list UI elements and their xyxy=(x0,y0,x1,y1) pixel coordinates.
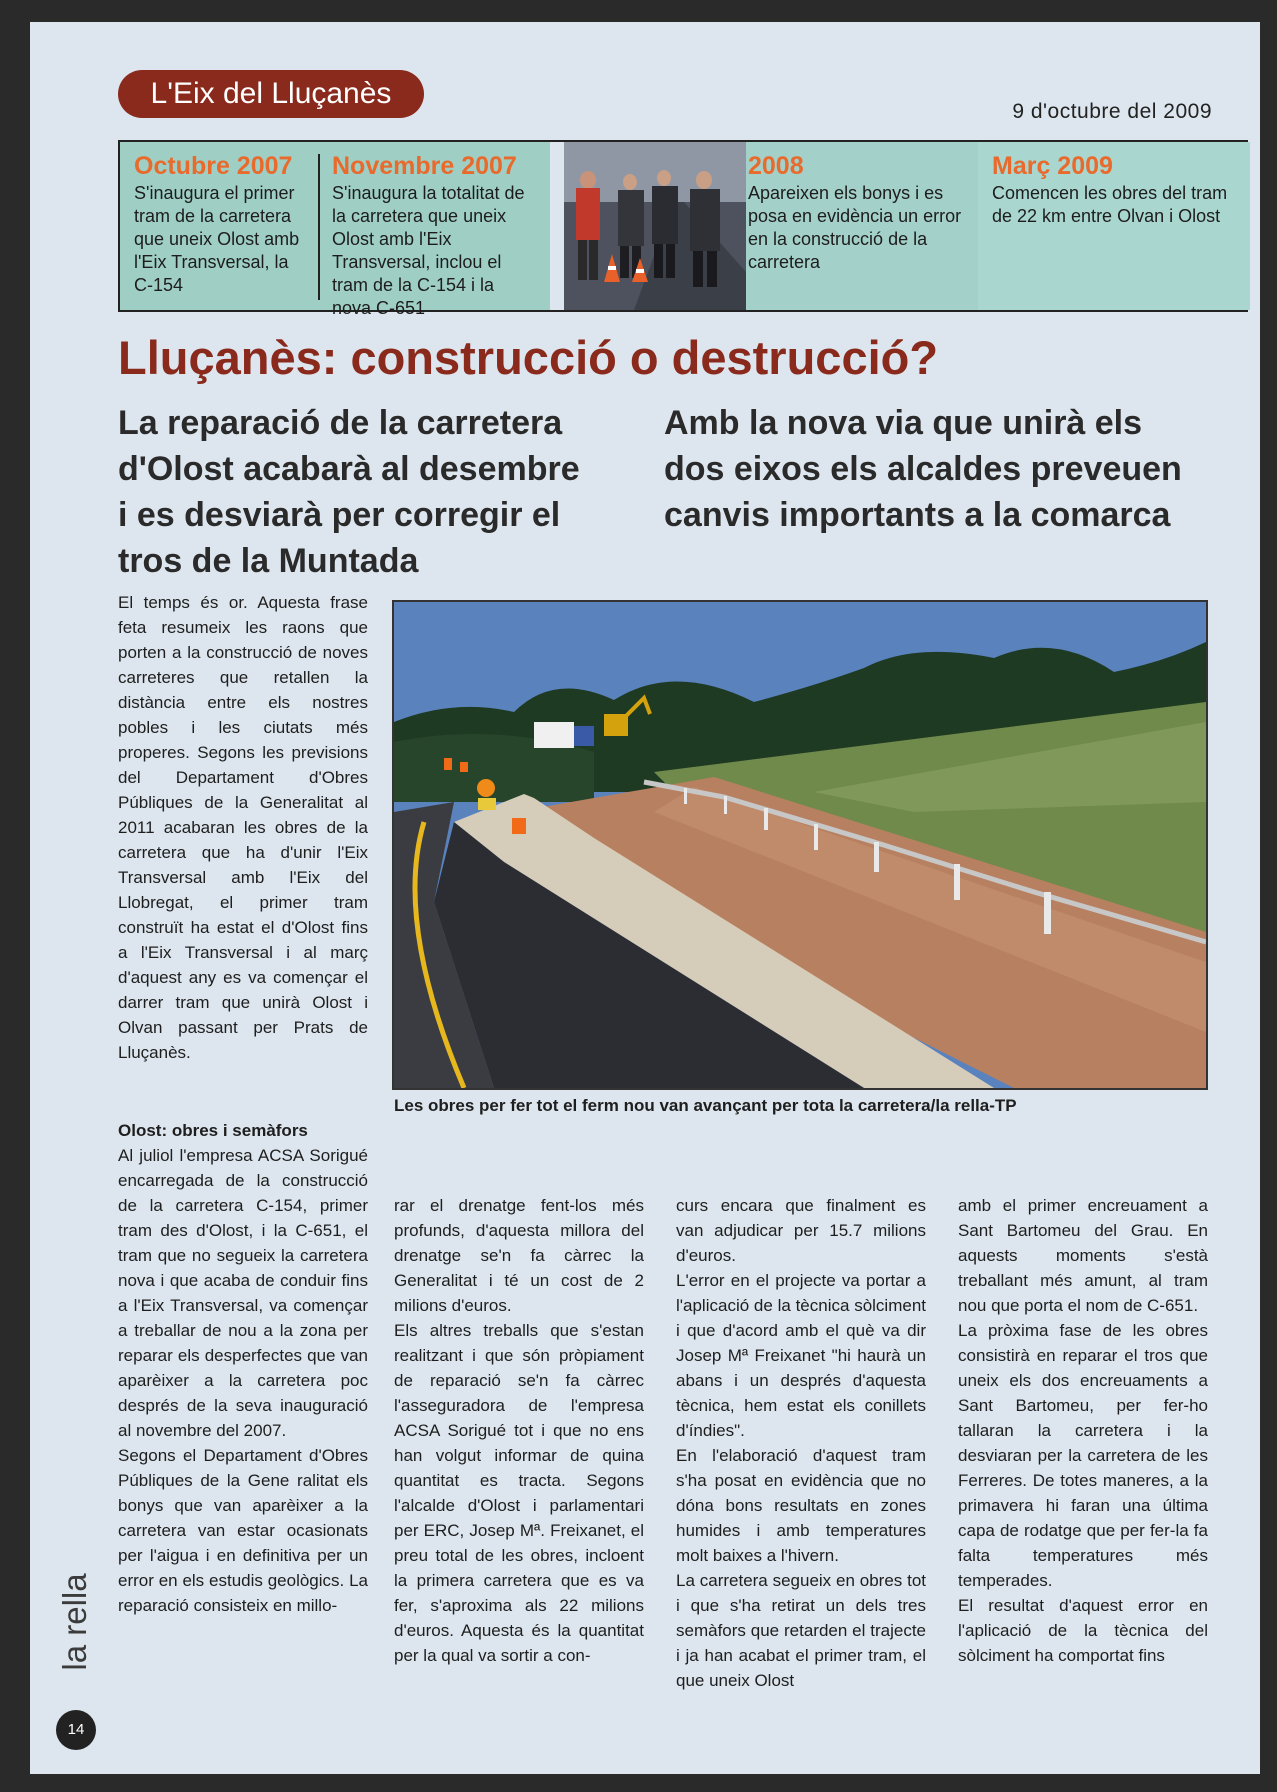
timeline-text: S'inaugura la totalitat de la carretera que uneix Olost amb l'Eix Transversal, inclou el tram de la C-154 i la nova C-651 xyxy=(332,183,525,318)
timeline-text: Apareixen els bonys i es posa en evidència un error en la construcció de la carretera xyxy=(748,183,962,272)
photo-caption: Les obres per fer tot el ferm nou van avançant per tota la carretera/la rella-TP xyxy=(394,1096,1017,1115)
timeline-year: 2008 xyxy=(748,152,804,180)
article-column-3 xyxy=(676,1193,926,1693)
paragraph: En l'elaboració d'aquest tram s'ha posat en evidència que no dóna bons resultats en zones humides i amb temperatures molt baixes a l'hivern. xyxy=(676,1446,926,1565)
magazine-page xyxy=(30,22,1260,1774)
paragraph: La carretera segueix en obres tot i que s'ha retirat un dels tres semàfors que retarden el trajecte i ja han acabat el primer tram, el que uneix Olost xyxy=(676,1571,926,1690)
paragraph: Al juliol l'empresa ACSA Sorigué encarregada de la construcció de la carretera C-154, primer tram des d'Olost, i la C-651, el tram que no segueix la carretera nova i que acaba de conduir fins a l'Eix Transversal, va començar a treballar de nou a la zona per reparar els desperfectes que van aparèixer a la carretera poc després de la seva inauguració al novembre del 2007. xyxy=(118,1146,368,1440)
paragraph: curs encara que finalment es van adjudicar per 15.7 milions d'euros. xyxy=(676,1196,926,1265)
article-headline: Lluçanès: construcció o destrucció? xyxy=(118,331,939,384)
publication-name: la rella xyxy=(56,1573,93,1671)
paragraph: Els altres treballs que s'estan realitzant i que són pròpiament de reparació se'n fa càrrec l'asseguradora de l'empresa ACSA Sorigué tot i que no ens han volgut informar de quina quantitat es tracta. Segons l'alcalde d'Olost i parlamentari per ERC, Josep Mª. Freixanet, el preu total de les obres, incloent la primera carretera que es va fer, s'aproxima als 22 milions d'euros. Aquesta és la quantitat per la qual va sortir a con- xyxy=(394,1321,644,1665)
page-number: 14 xyxy=(56,1710,96,1750)
section-tag: L'Eix del Lluçanès xyxy=(118,70,424,118)
article-column-2 xyxy=(394,1193,644,1668)
intro-text: El temps és or. Aquesta frase feta resumeix les raons que porten a la construcció de noves carreteres que retallen la distància entre els nostres pobles i les ciutats més properes. Segons les previsions del Departament d'Obres Públiques de la Generalitat al 2011 acabaran les obres de la carretera que ha d'unir l'Eix Transversal amb l'Eix del Llobregat, el primer tram construït ha estat el d'Olost fins a l'Eix Transversal i al març d'aquest any es va començar el darrer tram que unirà Olost i Olvan passant per Prats de Lluçanès. xyxy=(118,593,368,1062)
subheadline-left: La reparació de la carretera d'Olost acabarà al desembre i es desviarà per corregir el tros de la Muntada xyxy=(118,404,580,580)
timeline-year: Març 2009 xyxy=(992,152,1113,180)
paragraph: amb el primer encreuament a Sant Bartomeu del Grau. En aquests moments s'està treballant més amunt, al tram nou que porta el nom de C-651. xyxy=(958,1196,1208,1315)
timeline-divider xyxy=(318,154,320,300)
paragraph: El resultat d'aquest error en l'aplicació de la tècnica del sòlciment ha comportat fins xyxy=(958,1596,1208,1665)
timeline-item xyxy=(120,142,318,310)
road-works-photo xyxy=(392,600,1208,1090)
article-column-4 xyxy=(958,1193,1208,1668)
paragraph: L'error en el projecte va portar a l'aplicació de la tècnica sòlciment i que d'acord amb el què va dir Josep Mª Freixanet "hi haurà un abans i un després d'aquesta tècnica, hem estat els conillets d'índies". xyxy=(676,1271,926,1440)
section-subtitle: Olost: obres i semàfors xyxy=(118,1121,308,1140)
issue-date: 9 d'octubre del 2009 xyxy=(1012,100,1212,123)
timeline-year: Novembre 2007 xyxy=(332,152,517,180)
subheadline-right: Amb la nova via que unirà els dos eixos els alcaldes preveuen canvis importants a la comarca xyxy=(664,404,1182,534)
timeline-item xyxy=(734,142,978,310)
article-column-1 xyxy=(118,1118,368,1618)
paragraph: La pròxima fase de les obres consistirà en reparar el tros que uneix els dos encreuaments a Sant Bartomeu, per fer-ho tallaran la carretera i la desviaran per la carretera de les Ferreres. De totes maneres, a la primavera hi faran una última capa de rodatge que per fer-la fa falta temperatures més temperades. xyxy=(958,1321,1208,1590)
timeline-text: S'inaugura el primer tram de la carretera que uneix Olost amb l'Eix Transversal, la C-154 xyxy=(134,183,300,295)
paragraph: Segons el Departament d'Obres Públiques de la Gene ralitat els bonys que van aparèixer a la carretera van estar ocasionats per l'aigua i en definitiva per un error en els estudis geològics. La reparació consisteix en millo- xyxy=(118,1446,368,1615)
timeline-item xyxy=(978,142,1250,310)
inauguration-photo xyxy=(564,142,746,310)
paragraph: rar el drenatge fent-los més profunds, d'aquesta millora del drenatge se'n fa càrrec la Generalitat i té un cost de 2 milions d'euros. xyxy=(394,1196,644,1315)
timeline-item xyxy=(318,142,550,318)
timeline-year: Octubre 2007 xyxy=(134,152,293,180)
timeline-text: Comencen les obres del tram de 22 km entre Olvan i Olost xyxy=(992,183,1228,226)
